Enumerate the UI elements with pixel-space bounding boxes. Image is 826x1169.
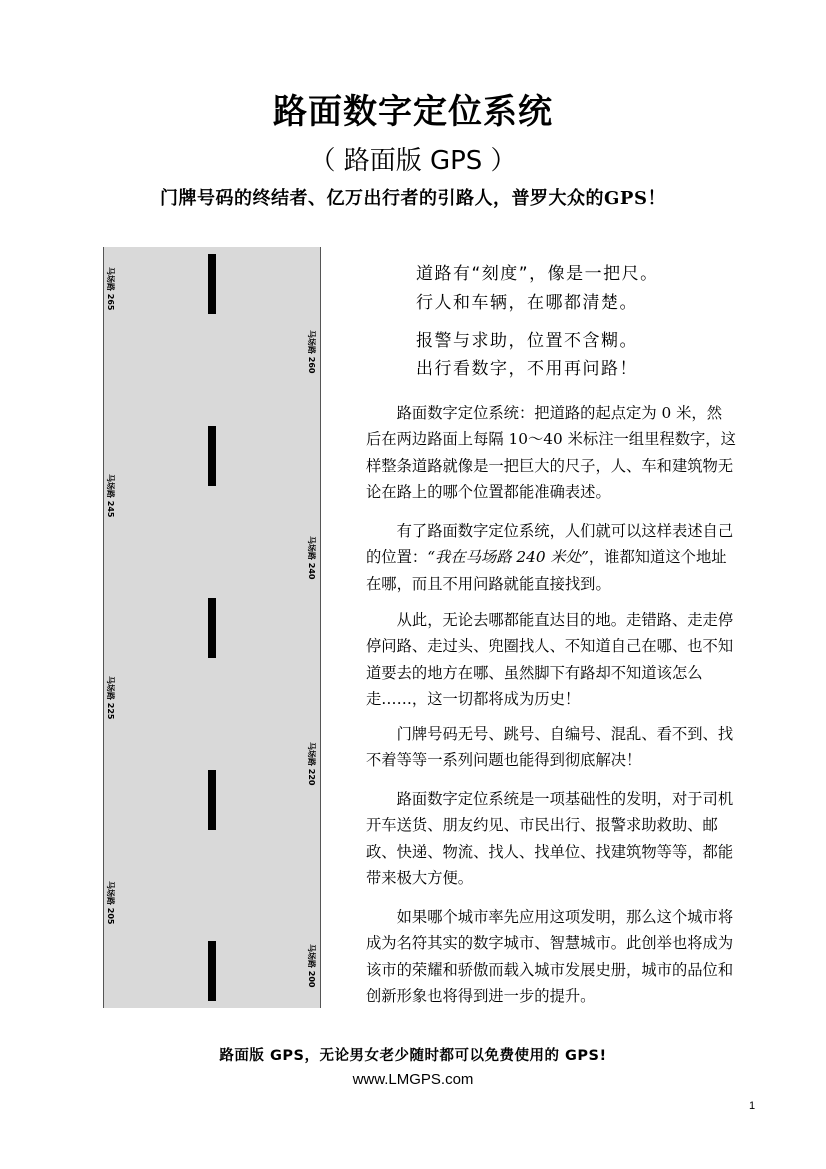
page-number: 1 — [749, 1100, 756, 1112]
lane-dash — [208, 941, 216, 1001]
paragraph-text: 有了路面数字定位系统，人们就可以这样表述自己的位置： — [366, 522, 734, 567]
example-quote: “我在马场路 240 米处” — [427, 548, 589, 567]
road-marker-right: 马场路 220 — [307, 742, 316, 786]
paragraph-text: ，谁都知道这个地址在哪，而且不用问路就能直接找到。 — [366, 548, 727, 593]
lane-dash — [208, 770, 216, 830]
website-link[interactable]: www.LMGPS.com — [352, 1071, 474, 1088]
paragraph: 从此，无论去哪都能直达目的地。走错路、走走停停问路、走过头、兜圈找人、不知道自己在哪、也不知道要去的地方在哪、虽然脚下有路却不知道该怎么走……，这一切都将成为历史！ — [366, 611, 734, 708]
page-subtitle: （ 路面版 GPS ） — [309, 146, 517, 176]
road-marker-right: 马场路 260 — [307, 330, 316, 374]
page-title: 路面数字定位系统 — [273, 92, 553, 132]
lane-dash — [208, 254, 216, 314]
road-marker-right: 马场路 200 — [307, 944, 316, 988]
lane-dash — [208, 598, 216, 658]
lane-dash — [208, 426, 216, 486]
paragraph — [366, 518, 736, 597]
poem-line: 行人和车辆，在哪都清楚。 — [416, 293, 638, 313]
road-marker-left: 马场路 265 — [106, 267, 115, 311]
road-illustration — [103, 247, 321, 1008]
paragraph: 路面数字定位系统：把道路的起点定为 0 米，然后在两边路面上每隔 10～40 米标注一组里程数字，这样整条道路就像是一把巨大的尺子，人、车和建筑物无论在路上的哪个位置都能准确表述。 — [366, 404, 736, 501]
paragraph: 门牌号码无号、跳号、自编号、混乱、看不到、找不着等等一系列问题也能得到彻底解决！ — [366, 725, 734, 770]
poem-line: 道路有“刻度”，像是一把尺。 — [416, 264, 659, 284]
road-marker-left: 马场路 225 — [106, 676, 115, 720]
road-marker-left: 马场路 245 — [106, 474, 115, 518]
footer-slogan: 路面版 GPS，无论男女老少随时都可以免费使用的 GPS! — [219, 1048, 607, 1064]
paragraph: 路面数字定位系统是一项基础性的发明，对于司机开车送货、朋友约见、市民出行、报警求助救助、邮政、快递、物流、找人、找单位、找建筑物等等，都能带来极大方便。 — [366, 790, 734, 887]
road-marker-right: 马场路 240 — [307, 536, 316, 580]
paragraph: 如果哪个城市率先应用这项发明，那么这个城市将成为名符其实的数字城市、智慧城市。此创举也将成为该市的荣耀和骄傲而载入城市发展史册，城市的品位和创新形象也将得到进一步的提升。 — [366, 908, 734, 1005]
poem-line: 报警与求助，位置不含糊。 — [416, 331, 638, 351]
poem-line: 出行看数字，不用再问路！ — [416, 359, 638, 379]
road-marker-left: 马场路 205 — [106, 881, 115, 925]
header-slogan: 门牌号码的终结者、亿万出行者的引路人，普罗大众的GPS！ — [160, 188, 666, 209]
